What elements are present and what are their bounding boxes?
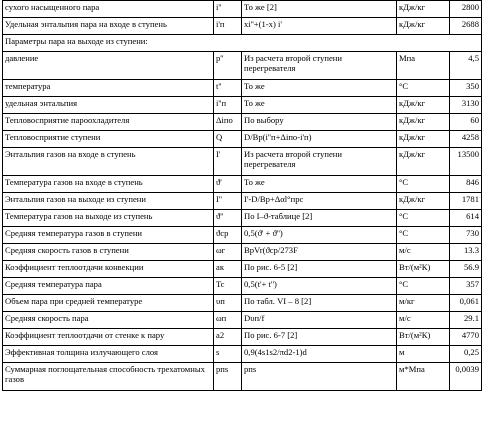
cell-name: Средняя скорость пара — [3, 312, 214, 329]
cell-value: 60 — [450, 114, 482, 131]
cell-formula: pпs — [242, 363, 397, 391]
cell-value: 2800 — [450, 1, 482, 18]
cell-formula: По I–ϑ-таблице [2] — [242, 210, 397, 227]
cell-value: 357 — [450, 278, 482, 295]
cell-value: 350 — [450, 80, 482, 97]
cell-name: Тепловосприятие ступени — [3, 131, 214, 148]
cell-unit: м/кг — [397, 295, 450, 312]
parameters-table — [2, 0, 482, 391]
cell-unit: Вт/(м²К) — [397, 261, 450, 278]
cell-name: Суммарная поглощательная способность трехатомных газов — [3, 363, 214, 391]
cell-name: удельная энтальпия — [3, 97, 214, 114]
table-row — [3, 329, 482, 346]
cell-unit: °C — [397, 210, 450, 227]
cell-name: сухого насыщенного пара — [3, 1, 214, 18]
cell-sym: I'' — [214, 193, 242, 210]
cell-unit: кДж/кг — [397, 18, 450, 35]
cell-name: Тепловосприятие пароохладителя — [3, 114, 214, 131]
cell-formula: Из расчета второй ступени перегревателя — [242, 52, 397, 80]
cell-unit: м/с — [397, 312, 450, 329]
cell-formula: По табл. VI – 8 [2] — [242, 295, 397, 312]
cell-value: 1781 — [450, 193, 482, 210]
cell-sym: aк — [214, 261, 242, 278]
cell-unit: °C — [397, 80, 450, 97]
cell-formula: То же — [242, 97, 397, 114]
cell-unit: м — [397, 346, 450, 363]
cell-unit: кДж/кг — [397, 131, 450, 148]
table-row — [3, 227, 482, 244]
cell-formula: Dυп/f — [242, 312, 397, 329]
cell-value: 0,25 — [450, 346, 482, 363]
cell-sym: ωг — [214, 244, 242, 261]
cell-sym: I' — [214, 148, 242, 176]
table-row — [3, 114, 482, 131]
cell-name: Энтальпия газов на входе в ступень — [3, 148, 214, 176]
cell-sym: Tc — [214, 278, 242, 295]
cell-name: Средняя температура газов в ступени — [3, 227, 214, 244]
cell-value: 846 — [450, 176, 482, 193]
cell-value: 13.3 — [450, 244, 482, 261]
cell-unit: Вт/(м²К) — [397, 329, 450, 346]
cell-name: Средняя скорость газов в ступени — [3, 244, 214, 261]
cell-name: Параметры пара на выходе из ступени: — [3, 35, 482, 52]
cell-value: 0,0039 — [450, 363, 482, 391]
cell-sym: υп — [214, 295, 242, 312]
cell-name: давление — [3, 52, 214, 80]
cell-unit: кДж/кг — [397, 114, 450, 131]
cell-sym: ϑ' — [214, 176, 242, 193]
cell-formula: xi''+(1-x) i' — [242, 18, 397, 35]
cell-sym: Δiпо — [214, 114, 242, 131]
cell-sym: ϑ'' — [214, 210, 242, 227]
table-row — [3, 35, 482, 52]
table-row — [3, 18, 482, 35]
cell-sym: p'' — [214, 52, 242, 80]
cell-value: 614 — [450, 210, 482, 227]
table-row — [3, 312, 482, 329]
cell-formula: D/Bр(i''п+Δiпо-i'п) — [242, 131, 397, 148]
cell-name: Коэффициент теплоотдачи от стенке к пару — [3, 329, 214, 346]
cell-value: 56.9 — [450, 261, 482, 278]
cell-sym: s — [214, 346, 242, 363]
cell-unit: м/с — [397, 244, 450, 261]
table-row — [3, 1, 482, 18]
table-row — [3, 131, 482, 148]
cell-unit: кДж/кг — [397, 1, 450, 18]
cell-sym: a2 — [214, 329, 242, 346]
cell-name: Энтальпия газов на выходе из ступени — [3, 193, 214, 210]
cell-name: Объем пара при средней температуре — [3, 295, 214, 312]
cell-sym: pпs — [214, 363, 242, 391]
cell-value: 4258 — [450, 131, 482, 148]
table-row — [3, 193, 482, 210]
cell-formula: 0,5(ϑ' + ϑ'') — [242, 227, 397, 244]
cell-unit: кДж/кг — [397, 193, 450, 210]
cell-formula: I'-D/Bр+Δαl°прс — [242, 193, 397, 210]
cell-name: Средняя температура пара — [3, 278, 214, 295]
cell-name: Удельная энтальпия пара на входе в ступень — [3, 18, 214, 35]
cell-value: 13500 — [450, 148, 482, 176]
table-row — [3, 346, 482, 363]
cell-unit: м*Мпа — [397, 363, 450, 391]
cell-value: 2688 — [450, 18, 482, 35]
cell-sym: Q — [214, 131, 242, 148]
cell-formula: По рис. 6-5 [2] — [242, 261, 397, 278]
cell-value: 4,5 — [450, 52, 482, 80]
cell-formula: BрVr(ϑср/273F — [242, 244, 397, 261]
cell-sym: i''п — [214, 97, 242, 114]
table-row — [3, 80, 482, 97]
cell-formula: То же — [242, 176, 397, 193]
cell-unit: °C — [397, 176, 450, 193]
cell-formula: То же — [242, 80, 397, 97]
table-row — [3, 210, 482, 227]
table-row — [3, 148, 482, 176]
table-row — [3, 261, 482, 278]
cell-formula: Из расчета второй ступени перегревателя — [242, 148, 397, 176]
cell-name: Температура газов на выходе из ступень — [3, 210, 214, 227]
table-body — [3, 1, 482, 391]
cell-value: 730 — [450, 227, 482, 244]
cell-value: 0,061 — [450, 295, 482, 312]
table-row — [3, 97, 482, 114]
cell-unit: кДж/кг — [397, 97, 450, 114]
cell-formula: По рис. 6-7 [2] — [242, 329, 397, 346]
cell-value: 29.1 — [450, 312, 482, 329]
table-row — [3, 244, 482, 261]
table-row — [3, 278, 482, 295]
cell-sym: i'п — [214, 18, 242, 35]
cell-value: 4770 — [450, 329, 482, 346]
table-row — [3, 52, 482, 80]
cell-unit: кДж/кг — [397, 148, 450, 176]
cell-formula: 0,9(4s1s2/πd2-1)d — [242, 346, 397, 363]
cell-unit: Мпа — [397, 52, 450, 80]
cell-formula: По выбору — [242, 114, 397, 131]
cell-sym: ϑср — [214, 227, 242, 244]
cell-name: Коэффициент теплоотдачи конвекции — [3, 261, 214, 278]
cell-name: Температура газов на входе в ступень — [3, 176, 214, 193]
cell-unit: °C — [397, 278, 450, 295]
table-row — [3, 176, 482, 193]
table-row — [3, 363, 482, 391]
cell-sym: t'' — [214, 80, 242, 97]
cell-sym: i'' — [214, 1, 242, 18]
cell-name: Эффективная толщина излучающего слоя — [3, 346, 214, 363]
table-row — [3, 295, 482, 312]
cell-unit: °C — [397, 227, 450, 244]
cell-sym: ωп — [214, 312, 242, 329]
cell-value: 3130 — [450, 97, 482, 114]
cell-name: температура — [3, 80, 214, 97]
cell-formula: 0,5(t'+ t'') — [242, 278, 397, 295]
cell-formula: То же [2] — [242, 1, 397, 18]
